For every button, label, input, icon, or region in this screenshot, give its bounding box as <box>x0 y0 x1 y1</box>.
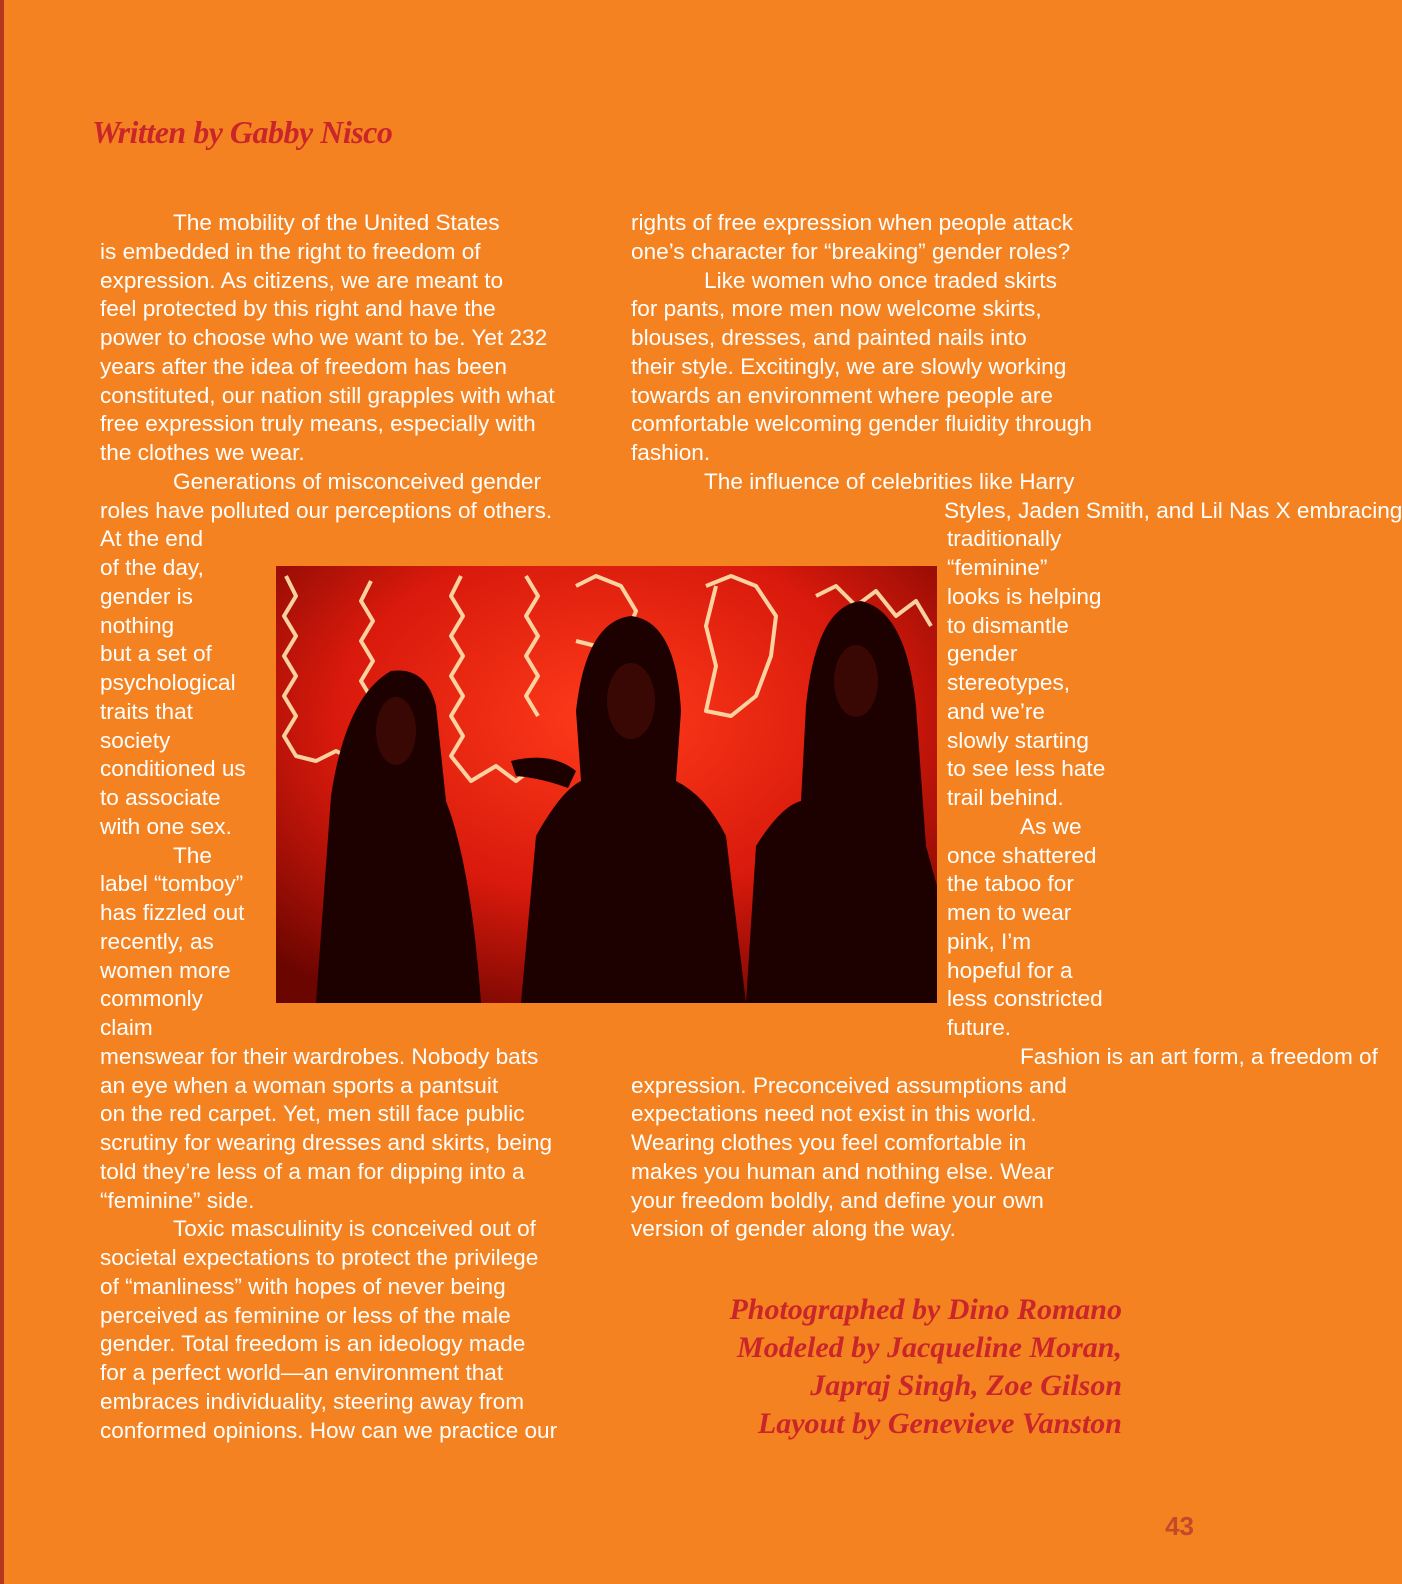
article-line: expectations need not exist in this world. <box>631 1101 1037 1127</box>
article-line: and we’re <box>947 698 1045 724</box>
article-line: free expression truly means, especially with <box>100 411 536 437</box>
byline: Written by Gabby Nisco <box>92 114 393 150</box>
article-line: recently, as <box>100 928 214 954</box>
article-line: conformed opinions. How can we practice our <box>100 1417 558 1443</box>
article-line: men to wear <box>947 900 1072 925</box>
article-line: power to choose who we want to be. Yet 232 <box>100 325 548 350</box>
article-line: for a perfect world—an environment that <box>100 1360 504 1385</box>
article-line: gender <box>947 641 1018 667</box>
article-line: once shattered <box>947 842 1097 868</box>
article-line: pink, I’m <box>947 928 1032 954</box>
article-line: Toxic masculinity is conceived out of <box>173 1216 536 1242</box>
article-line: for pants, more men now welcome skirts, <box>631 296 1042 322</box>
credit-layout: Layout by Genevieve Vanston <box>757 1407 1122 1440</box>
article-line: Styles, Jaden Smith, and Lil Nas X embracing <box>944 497 1402 523</box>
article-line: gender. Total freedom is an ideology made <box>100 1331 526 1357</box>
article-line: future. <box>947 1015 1012 1040</box>
article-line: the clothes we wear. <box>100 440 305 465</box>
article-line: is embedded in the right to freedom of <box>100 238 481 264</box>
credit-models: Modeled by Jacqueline Moran, <box>737 1331 1122 1364</box>
article-line: The mobility of the United States <box>173 210 500 235</box>
article-line: on the red carpet. Yet, men still face public <box>100 1101 525 1127</box>
article-line: The influence of celebrities like Harry <box>704 468 1075 494</box>
page-edge <box>0 0 4 1584</box>
article-line: “feminine” side. <box>100 1187 255 1213</box>
article-line: comfortable welcoming gender fluidity through <box>631 411 1092 437</box>
article-line: label “tomboy” <box>100 871 244 897</box>
article-line: version of gender along the way. <box>631 1216 956 1242</box>
article-line: has fizzled out <box>100 900 245 925</box>
article-line: to see less hate <box>947 756 1106 782</box>
article-paragraph <box>631 1043 1378 1244</box>
article-line: expression. Preconceived assumptions and <box>631 1072 1067 1098</box>
article-line: less constricted <box>947 986 1103 1012</box>
article-line: menswear for their wardrobes. Nobody bats <box>100 1043 539 1069</box>
article-line: Fashion is an art form, a freedom of <box>1020 1043 1378 1069</box>
article-line: told they’re less of a man for dipping into a <box>100 1158 525 1184</box>
article-line: perceived as feminine or less of the male <box>100 1302 511 1328</box>
article-line: roles have polluted our perceptions of others. <box>100 497 553 523</box>
article-line: societal expectations to protect the privilege <box>100 1245 539 1270</box>
article-line: Wearing clothes you feel comfortable in <box>631 1130 1027 1155</box>
feature-photo <box>276 566 937 1003</box>
article-line: traits that <box>100 698 193 724</box>
article-line: stereotypes, <box>947 670 1071 695</box>
article-line: hopeful for a <box>947 957 1073 983</box>
article-line: blouses, dresses, and painted nails into <box>631 325 1027 350</box>
article-line: psychological <box>100 670 236 695</box>
article-line: trail behind. <box>947 785 1064 810</box>
article-line: conditioned us <box>100 756 246 782</box>
credit-models-continued: Japraj Singh, Zoe Gilson <box>810 1369 1122 1402</box>
article-line: makes you human and nothing else. Wear <box>631 1158 1054 1184</box>
article-line: feel protected by this right and have the <box>100 296 496 322</box>
photo-credits <box>729 1291 1122 1443</box>
article-line: of “manliness” with hopes of never being <box>100 1273 506 1299</box>
article-line: fashion. <box>631 440 711 465</box>
article-line: As we <box>1020 813 1082 839</box>
article-line: but a set of <box>100 641 212 667</box>
article-line: The <box>173 842 212 868</box>
article-line: towards an environment where people are <box>631 382 1054 408</box>
article-line: your freedom boldly, and define your own <box>631 1187 1044 1213</box>
article-line: to dismantle <box>947 612 1069 638</box>
article-paragraph <box>631 267 1136 468</box>
article-line: Generations of misconceived gender <box>173 468 541 494</box>
article-line: “feminine” <box>947 555 1048 580</box>
article-line: gender is <box>100 583 193 609</box>
article-line: constituted, our nation still grapples with what <box>100 382 555 408</box>
article-line: embraces individuality, steering away from <box>100 1388 525 1414</box>
article-line: traditionally <box>947 526 1062 552</box>
article-paragraph <box>100 209 605 468</box>
article-paragraph <box>631 209 1136 267</box>
article-line: At the end <box>100 526 204 552</box>
article-line: the taboo for <box>947 871 1074 897</box>
article-line: slowly starting <box>947 727 1089 753</box>
article-paragraph <box>100 1215 605 1445</box>
article-line: nothing <box>100 612 175 638</box>
article-line: with one sex. <box>100 813 232 839</box>
article-line: to associate <box>100 785 221 810</box>
article-line: expression. As citizens, we are meant to <box>100 267 504 293</box>
credit-photographer: Photographed by Dino Romano <box>729 1293 1122 1326</box>
article-line: commonly <box>100 986 203 1012</box>
article-line: looks is helping <box>947 583 1102 609</box>
article-line: one’s character for “breaking” gender roles? <box>631 238 1071 264</box>
article-line: of the day, <box>100 555 204 580</box>
article-line: scrutiny for wearing dresses and skirts, being <box>100 1130 553 1155</box>
article-line: their style. Excitingly, we are slowly working <box>631 353 1067 379</box>
article-line: women more <box>100 957 231 983</box>
article-line: society <box>100 727 171 753</box>
article-line: years after the idea of freedom has been <box>100 353 507 379</box>
article-line: rights of free expression when people attack <box>631 210 1074 235</box>
article-line: Like women who once traded skirts <box>704 267 1057 293</box>
page-number: 43 <box>1165 1511 1194 1541</box>
article-line: claim <box>100 1015 153 1040</box>
article-line: an eye when a woman sports a pantsuit <box>100 1072 499 1098</box>
